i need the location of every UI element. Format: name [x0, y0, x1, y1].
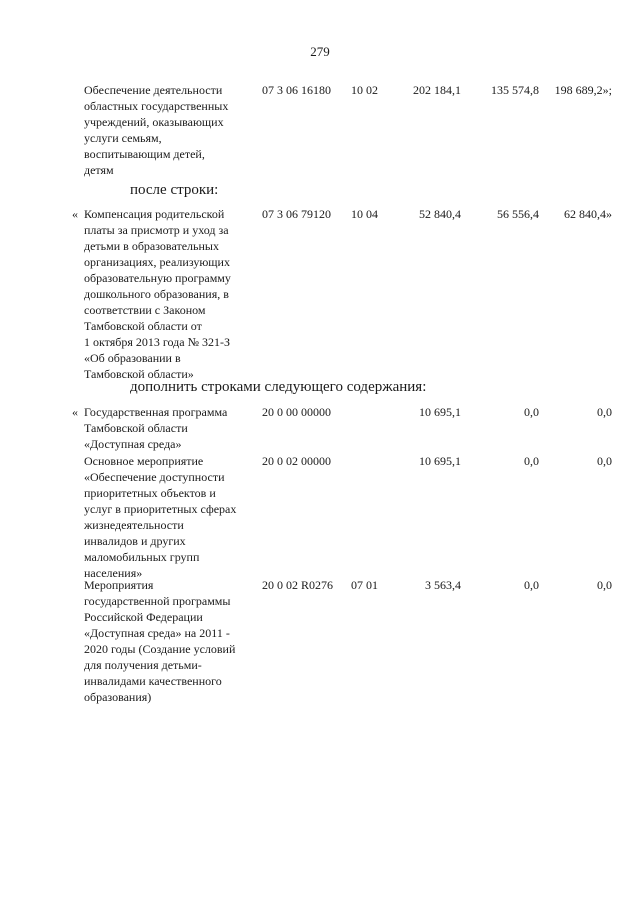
row-value-2: 56 556,4	[497, 207, 539, 221]
row-value-2: 0,0	[524, 578, 539, 592]
row-name: Мероприятия государственной программы Российской Федерации «Доступная среда» на 2011 - 2020 годы (Создание условий для получения детьми- инвалидами качественного образования)	[84, 578, 236, 704]
row-value-3: 0,0	[597, 578, 612, 592]
row-name: Обеспечение деятельности областных государственных учреждений, оказывающих услуги семьям, воспитывающим детей, детям	[84, 83, 229, 177]
row-value-1: 202 184,1	[413, 83, 461, 97]
row-value-1: 3 563,4	[425, 578, 461, 592]
row-code: 20 0 02 00000	[262, 454, 331, 468]
row-name: Компенсация родительской платы за присмотр и уход за детьми в образовательных организациях, реализующих образовательную программу дошкольного образования, в соответствии с Законом Тамбовской области от 1 октября 2013 года № 321-З «Об образовании в Тамбовской области»	[84, 207, 231, 381]
row-value-3: 0,0	[597, 405, 612, 419]
page-number: 279	[310, 44, 330, 59]
row-value-1: 10 695,1	[419, 405, 461, 419]
row-value-3: 62 840,4»	[564, 207, 612, 221]
row-code: 20 0 02 R0276	[262, 578, 334, 592]
row-section: 10 04	[351, 207, 378, 221]
row-value-2: 135 574,8	[491, 83, 539, 97]
row-open-quote: «	[72, 405, 78, 419]
heading-after-row: после строки:	[130, 182, 219, 198]
row-code: 07 3 06 79120	[262, 207, 331, 221]
row-open-quote: «	[72, 207, 78, 221]
row-name: Основное мероприятие «Обеспечение доступности приоритетных объектов и услуг в приоритетных сферах жизнедеятельности инвалидов и других маломобильных групп населения»	[84, 454, 237, 580]
row-section: 10 02	[351, 83, 378, 97]
row-name: Государственная программа Тамбовской области «Доступная среда»	[84, 405, 228, 451]
row-code: 20 0 00 00000	[262, 405, 331, 419]
row-value-2: 0,0	[524, 405, 539, 419]
row-section: 07 01	[351, 578, 378, 592]
row-value-1: 52 840,4	[419, 207, 461, 221]
row-value-3: 0,0	[597, 454, 612, 468]
row-code: 07 3 06 16180	[262, 83, 331, 97]
heading-add-rows: дополнить строками следующего содержания:	[130, 379, 427, 395]
row-value-3: 198 689,2»;	[554, 83, 612, 97]
row-value-1: 10 695,1	[419, 454, 461, 468]
row-value-2: 0,0	[524, 454, 539, 468]
